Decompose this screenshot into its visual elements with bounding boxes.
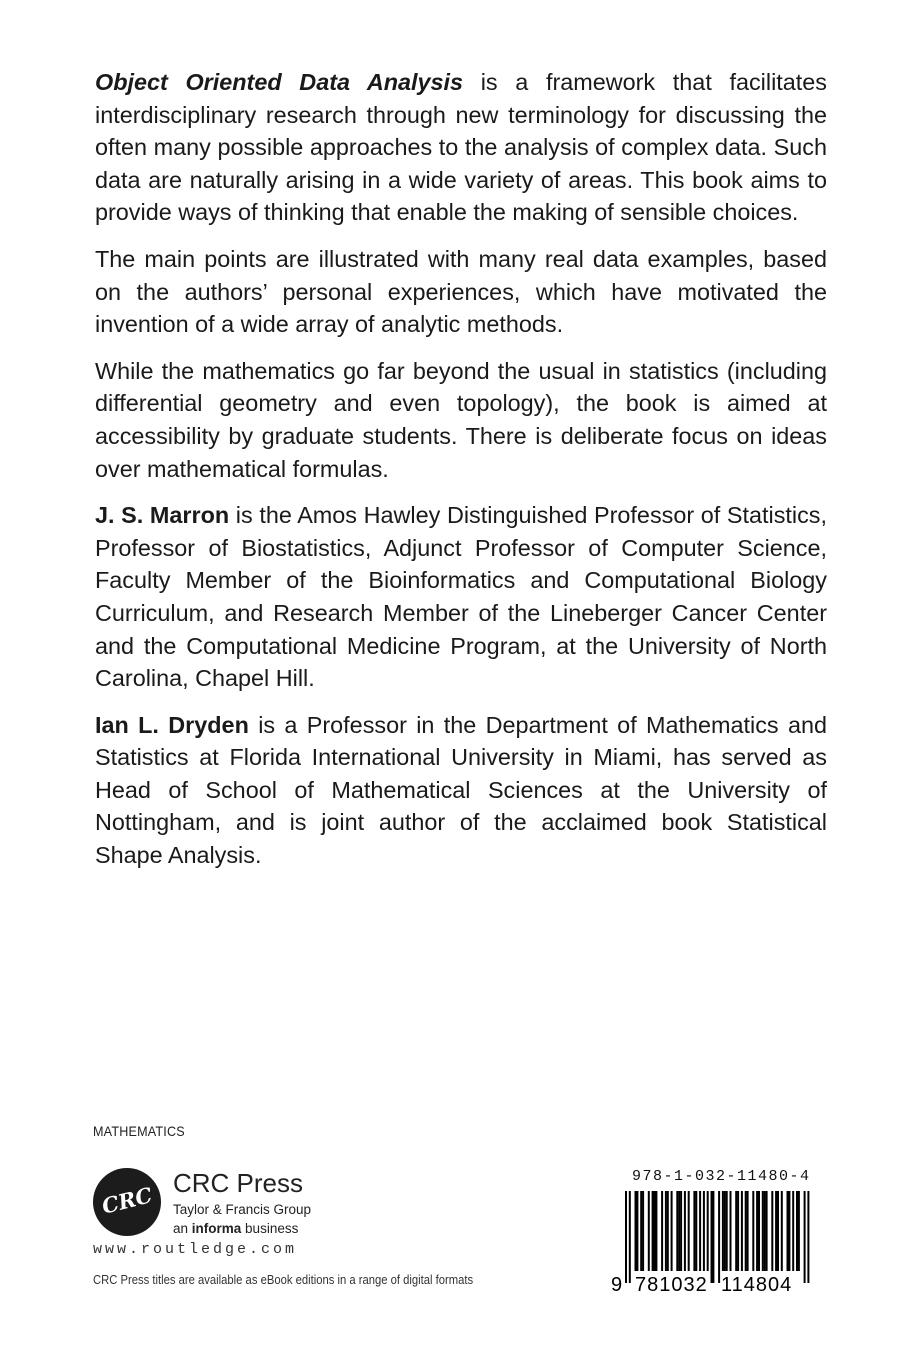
crc-logo-text: CRC	[99, 1182, 155, 1219]
barcode-bar	[654, 1191, 656, 1271]
barcode-bar	[787, 1191, 789, 1271]
barcode-bar	[807, 1191, 809, 1283]
informa-prefix: an	[173, 1221, 192, 1236]
ebook-footnote: CRC Press titles are available as eBook editions in a range of digital formats	[93, 1273, 474, 1287]
barcode-bar	[667, 1191, 669, 1271]
barcode-bar	[747, 1191, 749, 1271]
publisher-website[interactable]: www.routledge.com	[93, 1241, 298, 1258]
barcode-bar	[781, 1191, 783, 1271]
barcode-bar	[625, 1191, 627, 1283]
barcode-bar	[635, 1191, 637, 1271]
barcode-bar	[777, 1191, 779, 1271]
author1-bio-paragraph	[95, 499, 827, 695]
barcode-bar	[726, 1191, 728, 1271]
barcode-bar	[792, 1191, 794, 1271]
informa-tagline	[173, 1219, 311, 1238]
description-text: is a framework that facilitates interdisciplinary research through new terminology for discussing the often many possible approaches to the analysis of complex data. Such data are naturally arising in a wide variety of areas. This book aims to provide ways of thinking that enable the making of sensible choices.	[95, 69, 827, 226]
barcode-bar	[671, 1191, 673, 1271]
barcode-bar	[798, 1191, 800, 1271]
barcode-bar	[745, 1191, 747, 1271]
back-cover-blurb	[95, 66, 827, 886]
barcode-lead-digit: 9	[611, 1274, 623, 1293]
crc-logo	[93, 1168, 161, 1236]
author1-name: J. S. Marron	[95, 502, 230, 529]
informa-suffix: business	[241, 1221, 299, 1236]
barcode-bar	[699, 1191, 701, 1271]
author2-name: Ian L. Dryden	[95, 711, 249, 738]
barcode-bar	[680, 1191, 682, 1271]
barcode-bar	[676, 1191, 678, 1271]
barcode-bar	[804, 1191, 806, 1283]
barcode-bar	[722, 1191, 724, 1271]
barcode-bar	[652, 1191, 654, 1271]
author2-bio: is a Professor in the Department of Mathematics and Statistics at Florida International University in Miami, has served as Head of School of Mathematical Sciences at the University of Nottingham, and is joint author of the acclaimed book Statistical Shape Analysis.	[95, 711, 827, 869]
barcode-bar	[718, 1191, 720, 1283]
barcode-bar	[775, 1191, 777, 1271]
barcode-bar	[711, 1191, 713, 1283]
barcode-bar	[771, 1191, 773, 1271]
barcode-bar	[655, 1191, 657, 1271]
barcode-bar	[665, 1191, 667, 1271]
barcode-bar	[661, 1191, 663, 1271]
barcode-bar	[712, 1191, 714, 1283]
barcode-bar	[695, 1191, 697, 1271]
barcode-bar	[730, 1191, 732, 1271]
publisher-group: Taylor & Francis Group	[173, 1202, 312, 1217]
barcode-bar	[688, 1191, 690, 1271]
barcode-bar	[752, 1191, 754, 1271]
barcode-bar	[629, 1191, 631, 1283]
barcode-digits-left: 781032	[635, 1274, 708, 1293]
barcode-bars	[625, 1191, 809, 1283]
barcode-digits-right: 114804	[721, 1274, 793, 1293]
publisher-info	[173, 1168, 311, 1238]
barcode-bar	[640, 1191, 642, 1271]
barcode-bar	[636, 1191, 638, 1271]
informa-word: informa	[191, 1221, 242, 1236]
examples-paragraph: The main points are illustrated with many real data examples, based on the authors’ personal experiences, which have motivated the invention of a wide array of analytic methods.	[95, 245, 827, 338]
barcode-bar	[758, 1191, 760, 1271]
barcode-bar	[684, 1191, 686, 1271]
barcode-bar	[648, 1191, 650, 1271]
book-title: Object Oriented Data Analysis	[95, 69, 464, 95]
barcode-bar	[756, 1191, 758, 1271]
barcode-bar	[741, 1191, 743, 1271]
author1-bio: is the Amos Hawley Distinguished Professor of Statistics, Professor of Biostatistics, Adjunct Professor of Computer Science, Faculty Member of the Bioinformatics and Computational Biology Curriculum, and Research Member of the Lineberger Cancer Center and the Computational Medicine Program, at the University of North Carolina, Chapel Hill.	[95, 502, 827, 692]
isbn-barcode	[611, 1191, 811, 1293]
barcode-bar	[788, 1191, 790, 1271]
barcode-bar	[678, 1191, 680, 1271]
subject-category: MATHEMATICS	[93, 1123, 185, 1139]
audience-paragraph: While the mathematics go far beyond the usual in statistics (including differential geometry and even topology), the book is aimed at accessibility by graduate students. There is deliberate focus on ideas over mathematical formulas.	[95, 357, 827, 482]
publisher-name: CRC Press	[173, 1168, 304, 1198]
barcode-bar	[766, 1191, 768, 1271]
barcode-bar	[764, 1191, 766, 1271]
author2-bio-paragraph	[95, 709, 827, 872]
isbn-label: 978-1-032-11480-4	[632, 1168, 811, 1185]
barcode-bar	[796, 1191, 798, 1271]
barcode-bar	[642, 1191, 644, 1271]
barcode-bar	[703, 1191, 705, 1271]
barcode-bar	[762, 1191, 764, 1271]
barcode-bar	[707, 1191, 709, 1271]
barcode-bar	[724, 1191, 726, 1271]
barcode-bar	[735, 1191, 737, 1271]
description-paragraph	[95, 66, 827, 229]
barcode-bar	[737, 1191, 739, 1271]
barcode-bar	[693, 1191, 695, 1271]
